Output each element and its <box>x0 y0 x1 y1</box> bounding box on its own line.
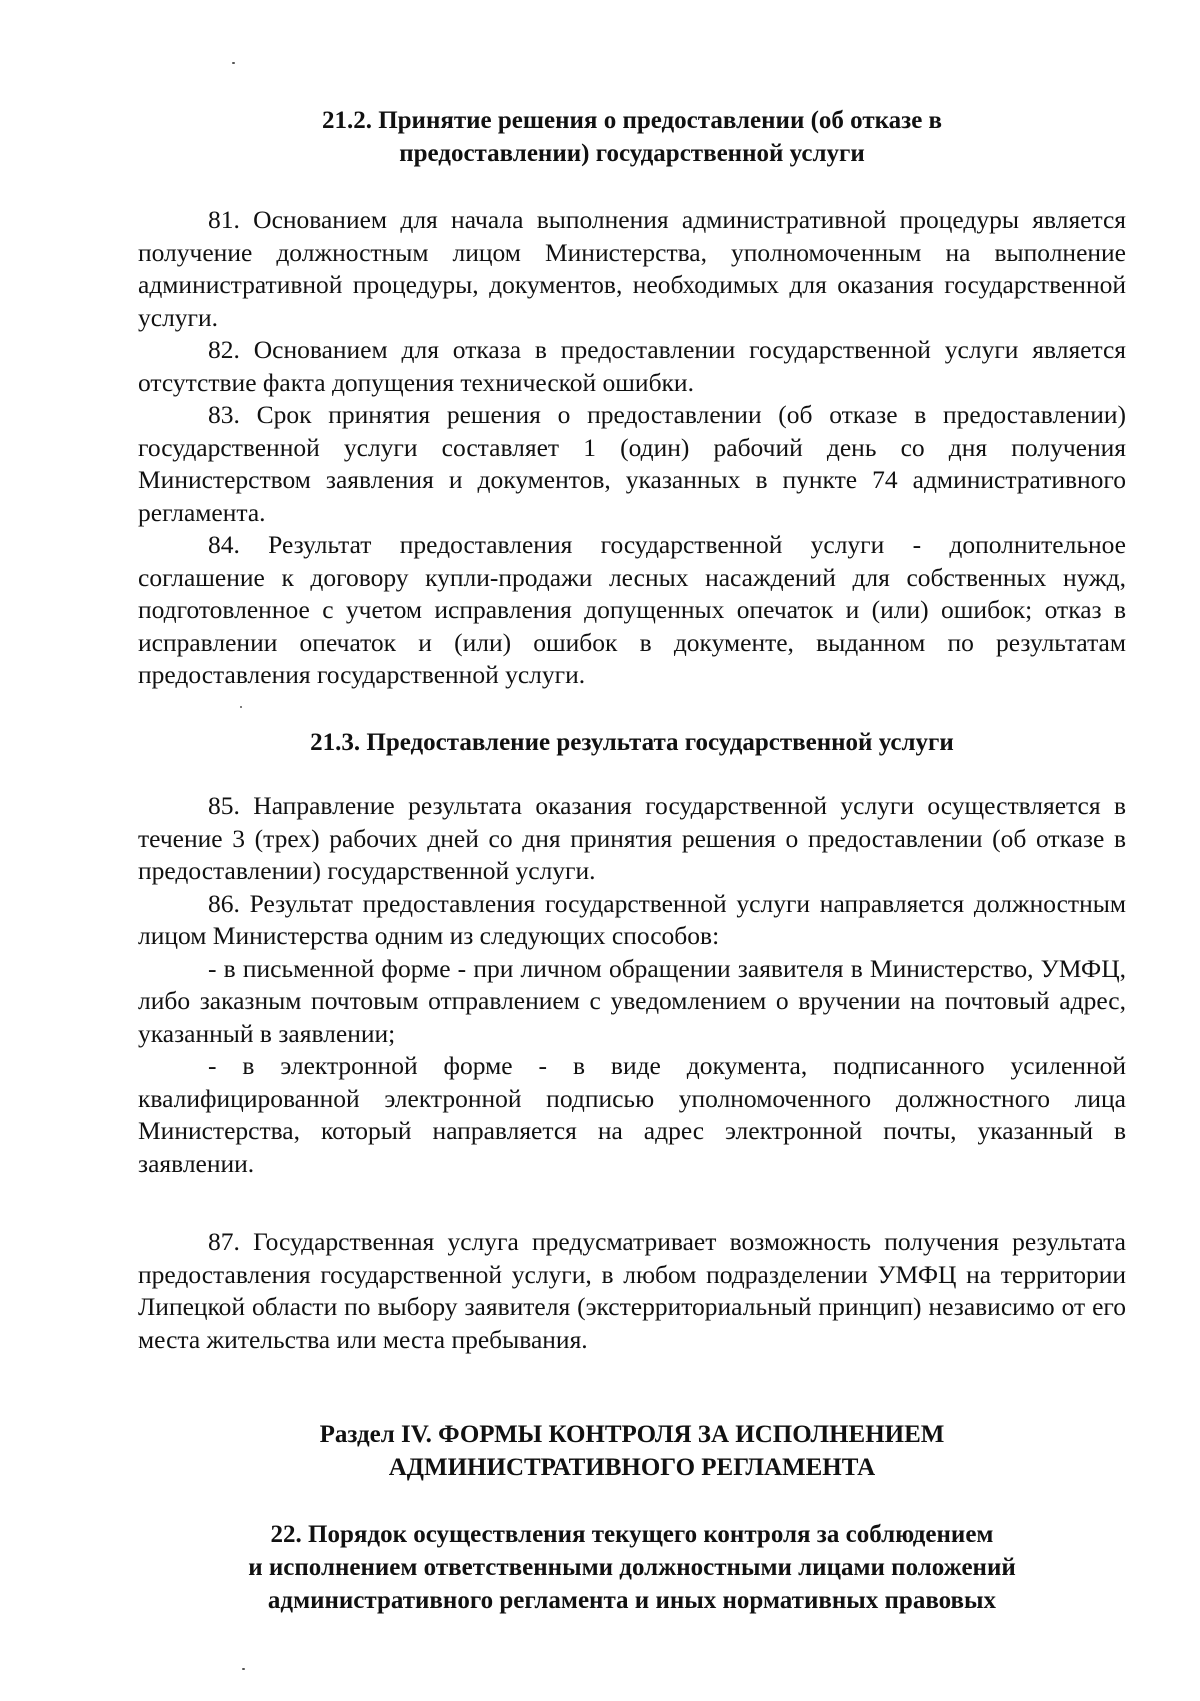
list-item-written-form: - в письменной форме - при личном обращении заявителя в Министерство, УМФЦ, либо заказным почтовым отправлением с уведомлением о вручении на почтовый адрес, указанный в заявлении; <box>138 953 1126 1048</box>
heading-line: 22. Порядок осуществления текущего контроля за соблюдением <box>270 1521 994 1548</box>
paragraph-84: 84. Результат предоставления государственной услуги - дополнительное соглашение к договору купли-продажи лесных насаждений для собственных нужд, подготовленное с учетом исправления допущенных опечаток и (или) ошибок; отказ в исправлении опечаток и (или) ошибок в документе, выданном по результатам предоставления государственной услуги. <box>138 530 1126 689</box>
heading-21-2 <box>138 104 1126 170</box>
paragraph-85: 85. Направление результата оказания государственной услуги осуществляется в течение 3 (трех) рабочих дней со дня принятия решения о предоставлении (об отказе в предоставлении) государственной услуги. <box>138 791 1126 885</box>
paragraph-81: 81. Основанием для начала выполнения административной процедуры является получение должностным лицом Министерства, уполномоченным на выполнение административной процедуры, документов, необходимых для оказания государственной услуги. <box>138 205 1126 332</box>
paragraph-86: 86. Результат предоставления государственной услуги направляется должностным лицом Министерства одним из следующих способов: <box>138 888 1126 950</box>
scan-speck <box>242 1668 245 1670</box>
list-item-electronic-form: - в электронной форме - в виде документа, подписанного усиленной квалифицированной электронной подписью уполномоченного должностного лица Министерства, который направляется на адрес электронной почты, указанный в заявлении. <box>138 1051 1126 1178</box>
paragraph-87: 87. Государственная услуга предусматривает возможность получения результата предоставления государственной услуги, в любом подразделении УМФЦ на территории Липецкой области по выбору заявителя (экстерриториальный принцип) независимо от его места жительства или места пребывания. <box>138 1227 1126 1354</box>
scan-speck <box>240 706 242 708</box>
paragraph-group-81-84 <box>138 204 1126 692</box>
heading-line: 21.2. Принятие решения о предоставлении (об отказе в <box>321 107 943 134</box>
heading-line: 21.3. Предоставление результата государственной услуги <box>310 729 954 756</box>
paragraph-group-85-86 <box>138 790 1126 1180</box>
heading-line: административного регламента и иных нормативных правовых <box>267 1587 997 1614</box>
paragraph-group-87 <box>138 1226 1126 1356</box>
scan-speck <box>232 62 235 64</box>
heading-line: Раздел IV. ФОРМЫ КОНТРОЛЯ ЗА ИСПОЛНЕНИЕМ <box>319 1421 945 1448</box>
heading-line: предоставлении) государственной услуги <box>399 140 865 167</box>
paragraph-82: 82. Основанием для отказа в предоставлении государственной услуги является отсутствие факта допущения технической ошибки. <box>138 335 1126 397</box>
paragraph-83: 83. Срок принятия решения о предоставлении (об отказе в предоставлении) государственной услуги составляет 1 (один) рабочий день со дня получения Министерством заявления и документов, указанных в пункте 74 административного регламента. <box>138 400 1126 527</box>
heading-21-3 <box>138 726 1126 759</box>
heading-line: АДМИНИСТРАТИВНОГО РЕГЛАМЕНТА <box>388 1454 876 1481</box>
heading-line: и исполнением ответственными должностными лицами положений <box>248 1554 1016 1581</box>
heading-section-iv <box>138 1418 1126 1484</box>
heading-22 <box>138 1518 1126 1617</box>
